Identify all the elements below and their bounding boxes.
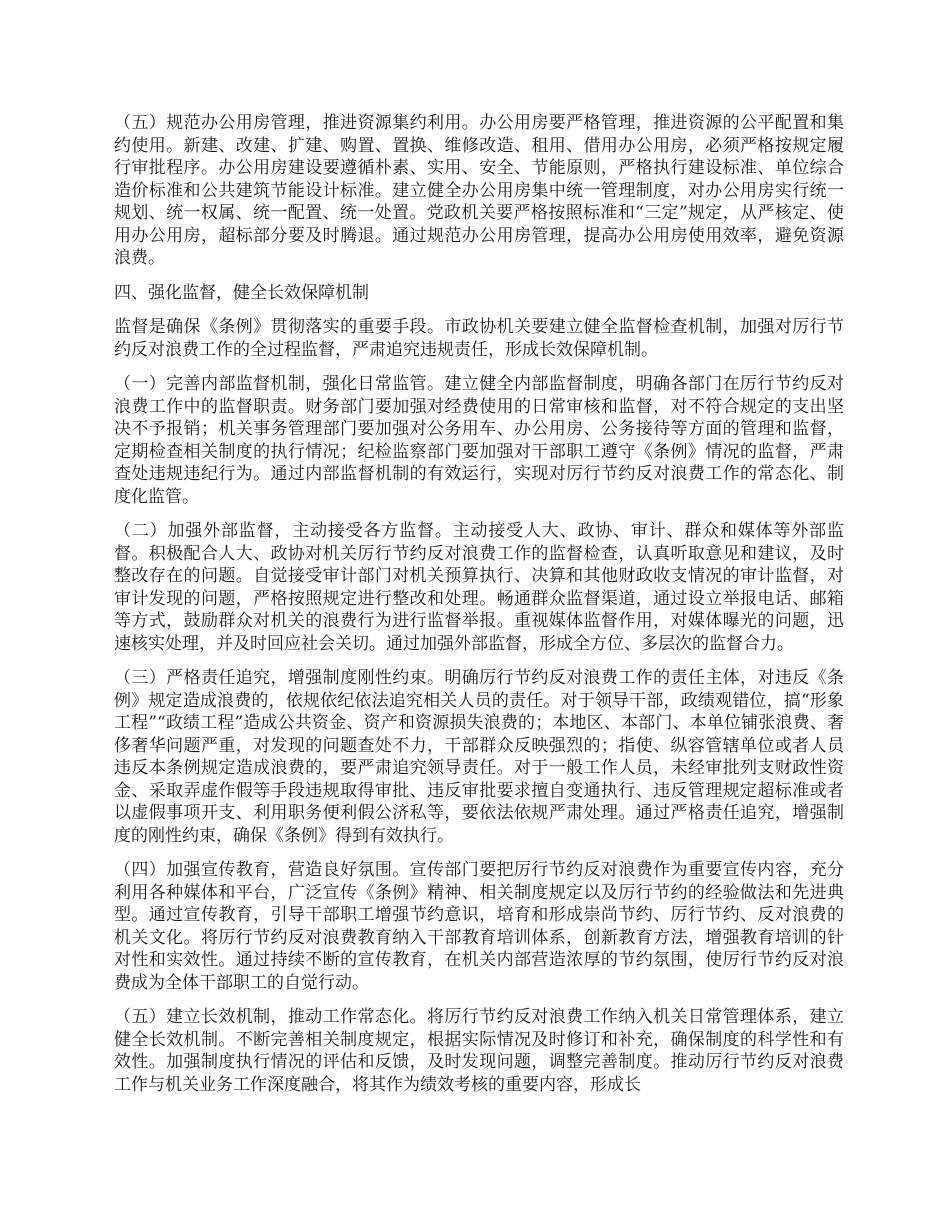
paragraph-accountability: （三）严格责任追究，增强制度刚性约束。明确厉行节约反对浪费工作的责任主体，对违反《条例》规定造成浪费的，依规依纪依法追究相关人员的责任。对于领导干部，政绩观错位，搞“形象工程”“政绩工程”造成公共资金、资产和资源损失浪费的；本地区、本部门、本单位铺张浪费、奢侈奢华问题严重，对发现的问题查处不力，干部群众反映强烈的；指使、纵容管辖单位或者人员违反本条例规定造成浪费的，要严肃追究领导责任。对于一般工作人员，未经审批列支财政性资金、采取弄虚作假等手段违规取得审批、违反审批要求擅自变通执行、违反管理规定超标准或者以虚假事项开支、利用职务便利假公济私等，要依法依规严肃处理。通过严格责任追究，增强制度的刚性约束，确保《条例》得到有效执行。 [114, 668, 844, 846]
paragraph-supervision-intro: 监督是确保《条例》贯彻落实的重要手段。市政协机关要建立健全监督检查机制，加强对厉行节约反对浪费工作的全过程监督，严肃追究违规责任，形成长效保障机制。 [114, 317, 844, 360]
paragraph-publicity-education: （四）加强宣传教育，营造良好氛围。宣传部门要把厉行节约反对浪费作为重要宣传内容，充分利用各种媒体和平台，广泛宣传《条例》精神、相关制度规定以及厉行节约的经验做法和先进典型。通过宣传教育，引导干部职工增强节约意识，培育和形成崇尚节约、厉行节约、反对浪费的机关文化。将厉行节约反对浪费教育纳入干部教育培训体系，创新教育方法，增强教育培训的针对性和实效性。通过持续不断的宣传教育，在机关内部营造浓厚的节约氛围，使厉行节约反对浪费成为全体干部职工的自觉行动。 [114, 860, 844, 993]
paragraph-external-supervision: （二）加强外部监督，主动接受各方监督。主动接受人大、政协、审计、群众和媒体等外部监督。积极配合人大、政协对机关厉行节约反对浪费工作的监督检查，认真听取意见和建议，及时整改存在的问题。自觉接受审计部门对机关预算执行、决算和其他财政收支情况的审计监督，对审计发现的问题，严格按照规定进行整改和处理。畅通群众监督渠道，通过设立举报电话、邮箱等方式，鼓励群众对机关的浪费行为进行监督举报。重视媒体监督作用，对媒体曝光的问题，迅速核实处理，并及时回应社会关切。通过加强外部监督，形成全方位、多层次的监督合力。 [114, 521, 844, 654]
paragraph-long-term-mechanism: （五）建立长效机制，推动工作常态化。将厉行节约反对浪费工作纳入机关日常管理体系，建立健全长效机制。不断完善相关制度规定，根据实际情况及时修订和补充，确保制度的科学性和有效性。加强制度执行情况的评估和反馈，及时发现问题，调整完善制度。推动厉行节约反对浪费工作与机关业务工作深度融合，将其作为绩效考核的重要内容，形成长 [114, 1007, 844, 1095]
section-heading-supervision: 四、强化监督，健全长效保障机制 [114, 282, 369, 303]
paragraph-internal-supervision: （一）完善内部监督机制，强化日常监管。建立健全内部监督制度，明确各部门在厉行节约反对浪费工作中的监督职责。财务部门要加强对经费使用的日常审核和监督，对不符合规定的支出坚决不予报销；机关事务管理部门要加强对公务用车、办公用房、公务接待等方面的管理和监督，定期检查相关制度的执行情况；纪检监察部门要加强对干部职工遵守《条例》情况的监督，严肃查处违规违纪行为。通过内部监督机制的有效运行，实现对厉行节约反对浪费工作的常态化、制度化监管。 [114, 374, 844, 507]
document-body [114, 112, 844, 1108]
paragraph-office-space-management: （五）规范办公用房管理，推进资源集约利用。办公用房要严格管理，推进资源的公平配置和集约使用。新建、改建、扩建、购置、置换、维修改造、租用、借用办公用房，必须严格按规定履行审批程序。办公用房建设要遵循朴素、实用、安全、节能原则，严格执行建设标准、单位综合造价标准和公共建筑节能设计标准。建立健全办公用房集中统一管理制度，对办公用房实行统一规划、统一权属、统一配置、统一处置。党政机关要严格按照标准和“三定”规定，从严核定、使用办公用房，超标部分要及时腾退。通过规范办公用房管理，提高办公用房使用效率，避免资源浪费。 [114, 113, 844, 268]
